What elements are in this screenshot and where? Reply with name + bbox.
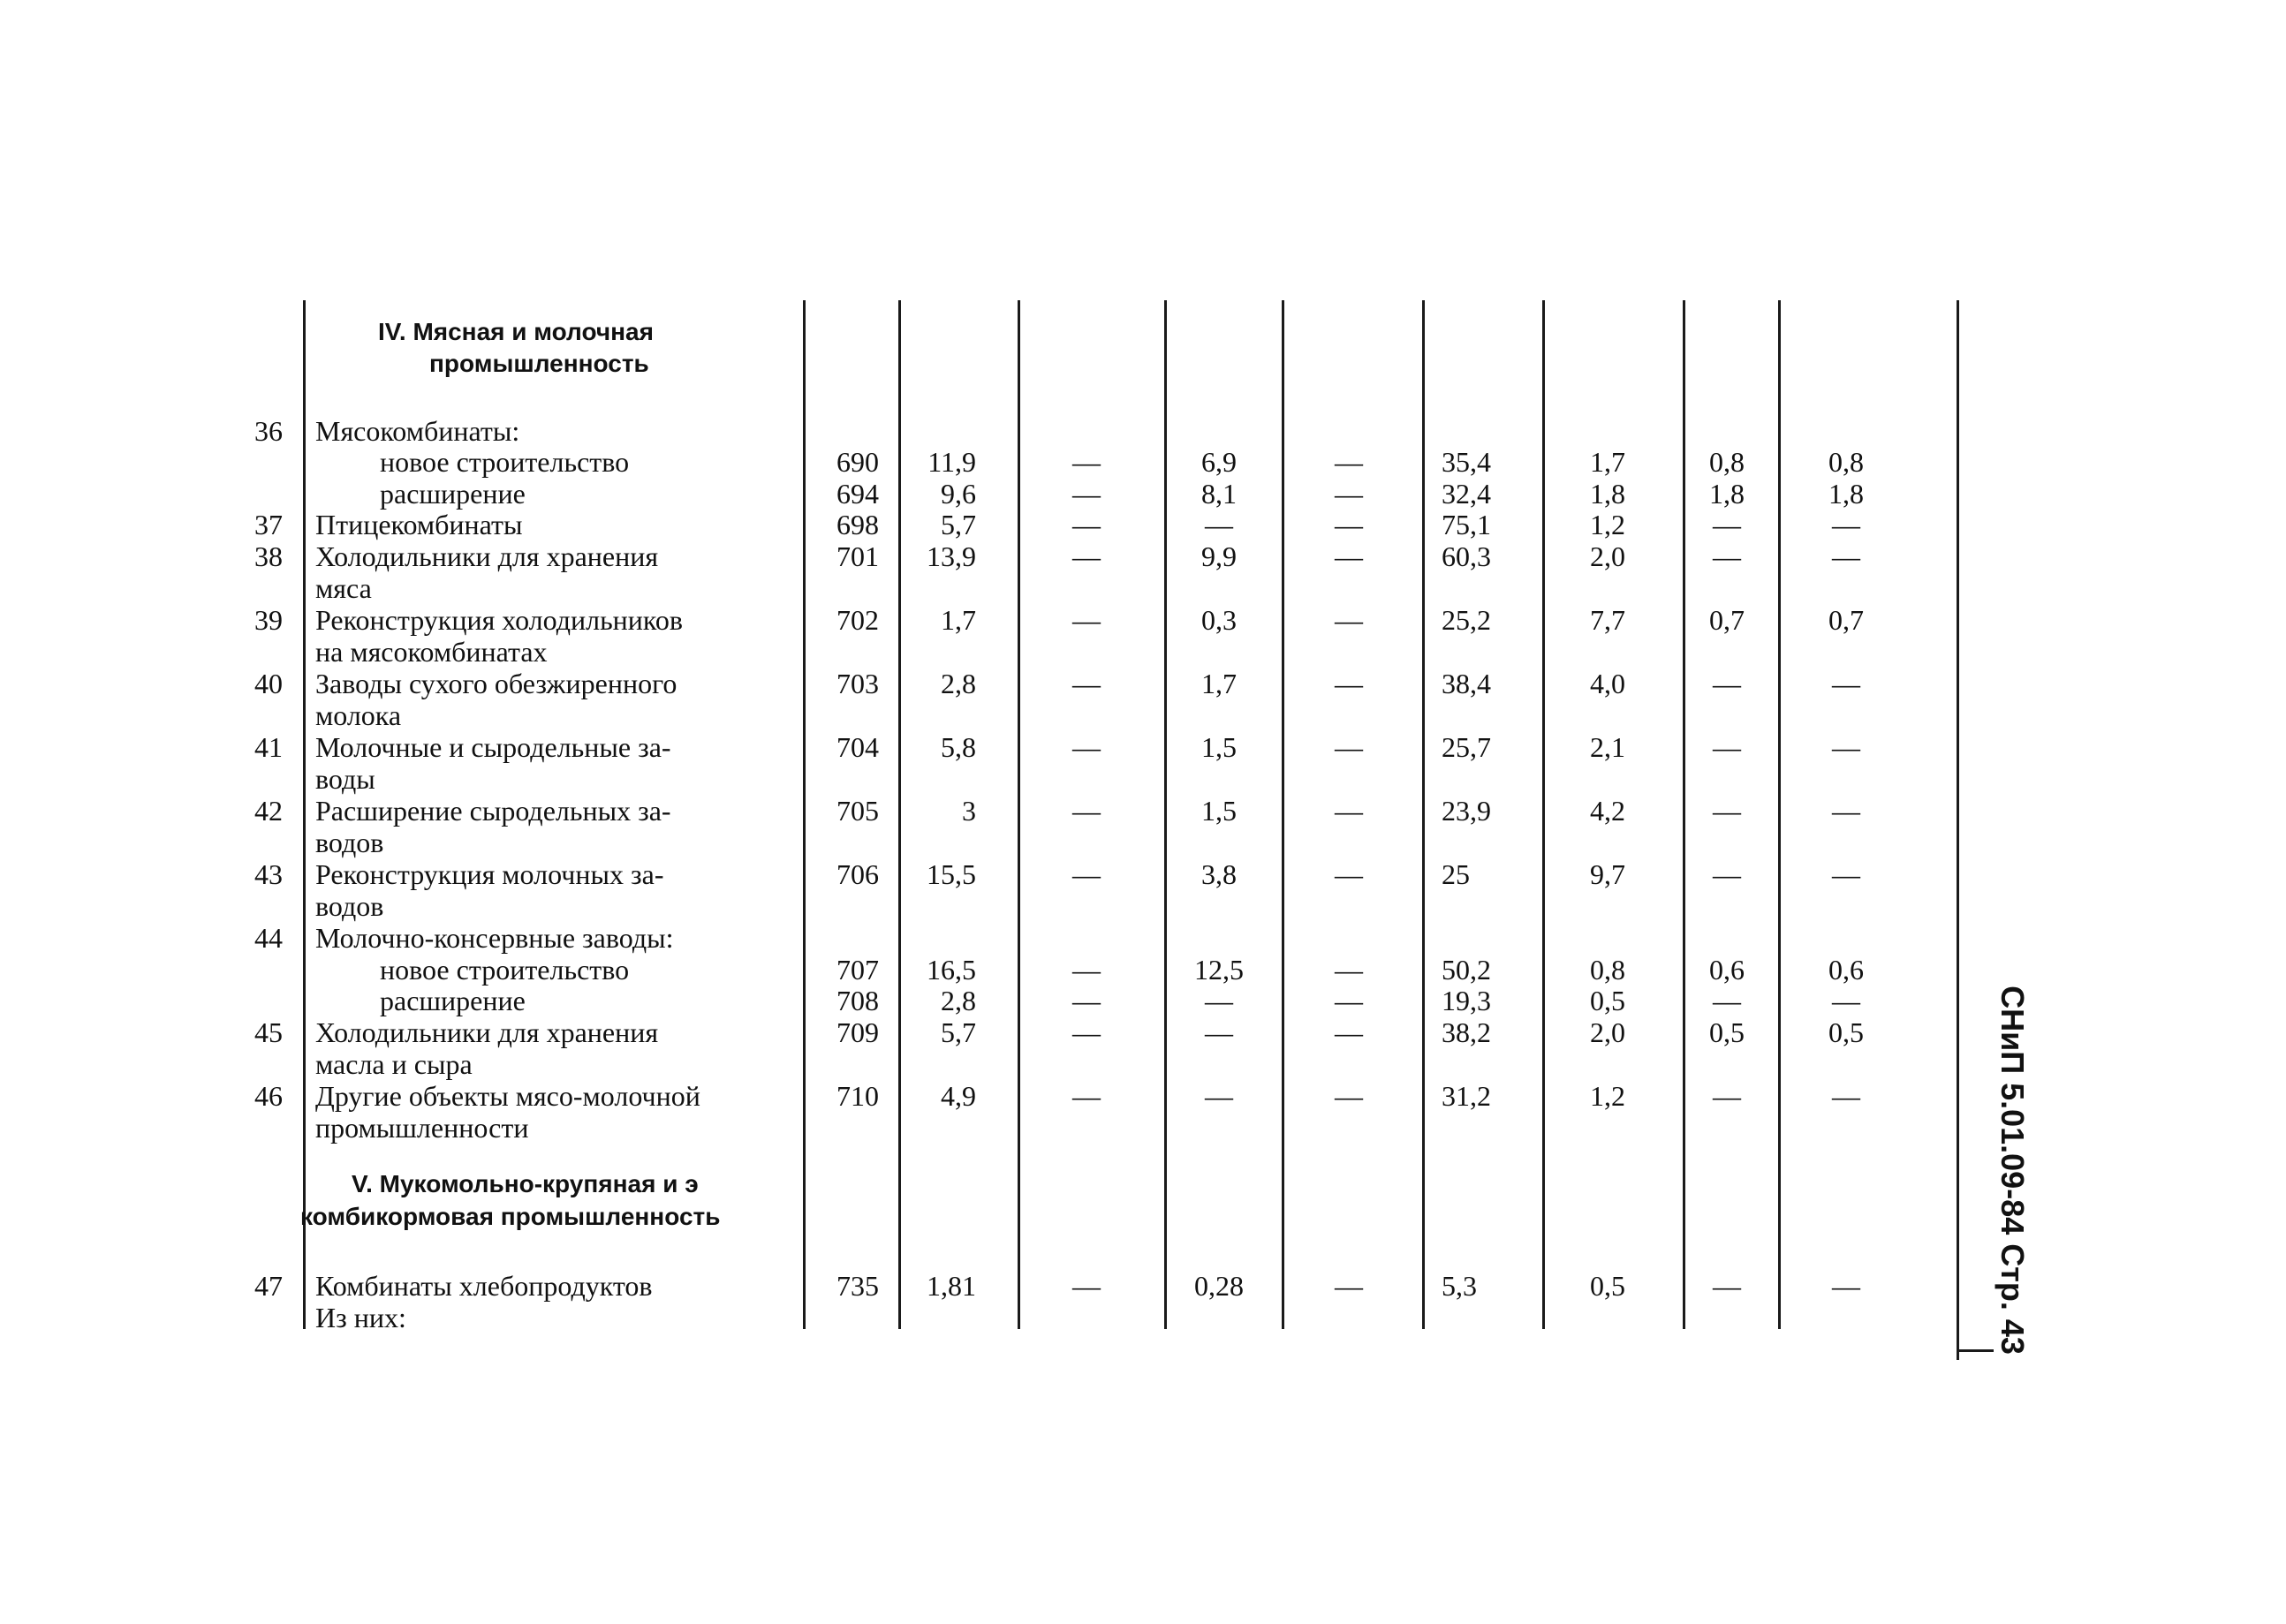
- row-number: 47: [254, 1270, 283, 1302]
- cell-c3: 1,5: [1201, 731, 1237, 763]
- cell-c7: —: [1713, 1080, 1741, 1112]
- cell-c7: —: [1713, 795, 1741, 827]
- cell-c1: 5,7: [941, 509, 976, 540]
- section-header-line: V. Мукомольно-крупяная и э: [352, 1170, 699, 1197]
- row-label: промышленности: [315, 1112, 529, 1144]
- cell-c5: 35,4: [1442, 446, 1491, 478]
- cell-code: 694: [836, 478, 879, 510]
- cell-c3: 1,7: [1201, 668, 1237, 699]
- cell-c8: 0,8: [1828, 446, 1864, 478]
- cell-c6: 7,7: [1590, 604, 1625, 636]
- row-label: новое строительство: [380, 954, 630, 986]
- cell-c4: —: [1335, 509, 1363, 540]
- cell-c6: 1,2: [1590, 1080, 1625, 1112]
- row-label: Молочно-консервные заводы:: [315, 922, 674, 954]
- cell-c5: 25,2: [1442, 604, 1491, 636]
- cell-c8: 0,5: [1828, 1016, 1864, 1048]
- cell-c1: 1,7: [941, 604, 976, 636]
- cell-c4: —: [1335, 985, 1363, 1016]
- cell-c3: —: [1205, 985, 1233, 1016]
- row-label: Мясокомбинаты:: [315, 415, 520, 447]
- cell-c3: 6,9: [1201, 446, 1237, 478]
- section-header-line: комбикормовая промышленность: [300, 1203, 721, 1230]
- cell-c5: 38,2: [1442, 1016, 1491, 1048]
- row-label: Другие объекты мясо-молочной: [315, 1080, 700, 1112]
- cell-c6: 1,8: [1590, 478, 1625, 510]
- cell-c7: 0,5: [1709, 1016, 1745, 1048]
- cell-c3: 3,8: [1201, 858, 1237, 890]
- cell-code: 705: [836, 795, 879, 827]
- cell-c7: —: [1713, 1270, 1741, 1302]
- cell-c2: —: [1072, 1080, 1101, 1112]
- cell-c1: 5,7: [941, 1016, 976, 1048]
- cell-c7: 1,8: [1709, 478, 1745, 510]
- row-label: Холодильники для хранения: [315, 540, 659, 572]
- cell-c3: 9,9: [1201, 540, 1237, 572]
- row-number: 41: [254, 731, 283, 763]
- page-label: [1995, 980, 2030, 1360]
- cell-c7: —: [1713, 540, 1741, 572]
- cell-c2: —: [1072, 954, 1101, 986]
- row-number: 42: [254, 795, 283, 827]
- cell-c5: 31,2: [1442, 1080, 1491, 1112]
- cell-c4: —: [1335, 1080, 1363, 1112]
- cell-c8: —: [1832, 668, 1860, 699]
- cell-c3: —: [1205, 1080, 1233, 1112]
- section-header-line: IV. Мясная и молочная: [378, 318, 654, 345]
- cell-c4: —: [1335, 1270, 1363, 1302]
- cell-c2: —: [1072, 668, 1101, 699]
- row-label: Из них:: [315, 1302, 406, 1333]
- page-label-text: СНиП 5.01.09-84 Стр. 43: [1995, 986, 2031, 1355]
- cell-c5: 23,9: [1442, 795, 1491, 827]
- cell-c4: —: [1335, 795, 1363, 827]
- cell-c3: —: [1205, 509, 1233, 540]
- row-label: мяса: [315, 572, 372, 604]
- cell-c6: 2,0: [1590, 1016, 1625, 1048]
- cell-c4: —: [1335, 1016, 1363, 1048]
- cell-c3: —: [1205, 1016, 1233, 1048]
- cell-code: 703: [836, 668, 879, 699]
- row-number: 44: [254, 922, 283, 954]
- cell-c8: 1,8: [1828, 478, 1864, 510]
- row-label: новое строительство: [380, 446, 630, 478]
- cell-c2: —: [1072, 604, 1101, 636]
- cell-c8: 0,6: [1828, 954, 1864, 986]
- cell-c2: —: [1072, 446, 1101, 478]
- cell-c4: —: [1335, 731, 1363, 763]
- cell-code: 706: [836, 858, 879, 890]
- cell-c5: 25,7: [1442, 731, 1491, 763]
- cell-c6: 4,2: [1590, 795, 1625, 827]
- cell-code: 698: [836, 509, 879, 540]
- cell-c5: 50,2: [1442, 954, 1491, 986]
- row-number: 43: [254, 858, 283, 890]
- cell-c8: —: [1832, 795, 1860, 827]
- cell-c3: 0,3: [1201, 604, 1237, 636]
- cell-c2: —: [1072, 478, 1101, 510]
- cell-c1: 9,6: [941, 478, 976, 510]
- cell-c8: —: [1832, 858, 1860, 890]
- cell-c1: 2,8: [941, 668, 976, 699]
- cell-c1: 4,9: [941, 1080, 976, 1112]
- cell-c3: 12,5: [1194, 954, 1244, 986]
- row-label: расширение: [380, 478, 526, 510]
- cell-c7: 0,7: [1709, 604, 1745, 636]
- cell-c4: —: [1335, 478, 1363, 510]
- cell-c2: —: [1072, 795, 1101, 827]
- cell-c4: —: [1335, 540, 1363, 572]
- row-label: Комбинаты хлебопродуктов: [315, 1270, 653, 1302]
- cell-c2: —: [1072, 509, 1101, 540]
- cell-c7: 0,8: [1709, 446, 1745, 478]
- cell-c4: —: [1335, 604, 1363, 636]
- cell-c7: —: [1713, 509, 1741, 540]
- margin-underline: [1957, 1349, 1994, 1352]
- cell-c2: —: [1072, 985, 1101, 1016]
- cell-c6: 0,8: [1590, 954, 1625, 986]
- cell-c1: 1,81: [927, 1270, 976, 1302]
- cell-c5: 32,4: [1442, 478, 1491, 510]
- cell-c6: 2,0: [1590, 540, 1625, 572]
- cell-c5: 5,3: [1442, 1270, 1477, 1302]
- row-number: 39: [254, 604, 283, 636]
- cell-c2: —: [1072, 1270, 1101, 1302]
- cell-c4: —: [1335, 446, 1363, 478]
- cell-c1: 16,5: [927, 954, 976, 986]
- cell-code: 701: [836, 540, 879, 572]
- cell-c3: 1,5: [1201, 795, 1237, 827]
- row-label: молока: [315, 699, 402, 731]
- cell-c8: —: [1832, 509, 1860, 540]
- cell-c6: 0,5: [1590, 985, 1625, 1016]
- cell-c6: 1,7: [1590, 446, 1625, 478]
- row-label: масла и сыра: [315, 1048, 473, 1080]
- row-label: Заводы сухого обезжиренного: [315, 668, 677, 699]
- cell-c2: —: [1072, 1016, 1101, 1048]
- cell-c5: 25: [1442, 858, 1470, 890]
- cell-c3: 8,1: [1201, 478, 1237, 510]
- cell-c8: —: [1832, 1270, 1860, 1302]
- cell-c7: —: [1713, 668, 1741, 699]
- cell-c5: 19,3: [1442, 985, 1491, 1016]
- cell-c7: —: [1713, 985, 1741, 1016]
- row-label: водов: [315, 890, 384, 922]
- row-number: 36: [254, 415, 283, 447]
- row-label: Птицекомбинаты: [315, 509, 523, 540]
- cell-code: 707: [836, 954, 879, 986]
- column-rule: [303, 300, 306, 1329]
- cell-c4: —: [1335, 858, 1363, 890]
- cell-c6: 2,1: [1590, 731, 1625, 763]
- row-number: 46: [254, 1080, 283, 1112]
- cell-c7: —: [1713, 858, 1741, 890]
- row-label: на мясокомбинатах: [315, 636, 548, 668]
- cell-c5: 75,1: [1442, 509, 1491, 540]
- cell-c8: —: [1832, 540, 1860, 572]
- cell-c1: 13,9: [927, 540, 976, 572]
- row-label: Реконструкция холодильников: [315, 604, 683, 636]
- cell-c6: 9,7: [1590, 858, 1625, 890]
- cell-c2: —: [1072, 731, 1101, 763]
- cell-c8: —: [1832, 985, 1860, 1016]
- cell-c4: —: [1335, 668, 1363, 699]
- cell-code: 690: [836, 446, 879, 478]
- cell-code: 702: [836, 604, 879, 636]
- section-header-line: промышленность: [429, 350, 649, 377]
- cell-c6: 0,5: [1590, 1270, 1625, 1302]
- cell-c5: 38,4: [1442, 668, 1491, 699]
- row-label: Реконструкция молочных за-: [315, 858, 664, 890]
- cell-code: 709: [836, 1016, 879, 1048]
- cell-code: 735: [836, 1270, 879, 1302]
- cell-c4: —: [1335, 954, 1363, 986]
- row-label: Молочные и сыродельные за-: [315, 731, 671, 763]
- row-number: 45: [254, 1016, 283, 1048]
- row-label: Холодильники для хранения: [315, 1016, 659, 1048]
- cell-code: 708: [836, 985, 879, 1016]
- margin-rule: [1957, 300, 1959, 1360]
- cell-c3: 0,28: [1194, 1270, 1244, 1302]
- cell-code: 704: [836, 731, 879, 763]
- row-number: 38: [254, 540, 283, 572]
- cell-c6: 1,2: [1590, 509, 1625, 540]
- cell-c1: 15,5: [927, 858, 976, 890]
- cell-c7: —: [1713, 731, 1741, 763]
- row-label: водов: [315, 827, 384, 858]
- cell-c1: 2,8: [941, 985, 976, 1016]
- cell-c1: 11,9: [927, 446, 976, 478]
- cell-c7: 0,6: [1709, 954, 1745, 986]
- row-label: расширение: [380, 985, 526, 1016]
- cell-c8: —: [1832, 1080, 1860, 1112]
- cell-c2: —: [1072, 540, 1101, 572]
- cell-c6: 4,0: [1590, 668, 1625, 699]
- row-label: Расширение сыродельных за-: [315, 795, 671, 827]
- cell-c2: —: [1072, 858, 1101, 890]
- row-number: 40: [254, 668, 283, 699]
- cell-c8: 0,7: [1828, 604, 1864, 636]
- row-label: воды: [315, 763, 375, 795]
- cell-c1: 5,8: [941, 731, 976, 763]
- cell-c8: —: [1832, 731, 1860, 763]
- cell-c1: 3: [962, 795, 976, 827]
- row-number: 37: [254, 509, 283, 540]
- cell-c5: 60,3: [1442, 540, 1491, 572]
- cell-code: 710: [836, 1080, 879, 1112]
- column-rule: [1422, 300, 1425, 1329]
